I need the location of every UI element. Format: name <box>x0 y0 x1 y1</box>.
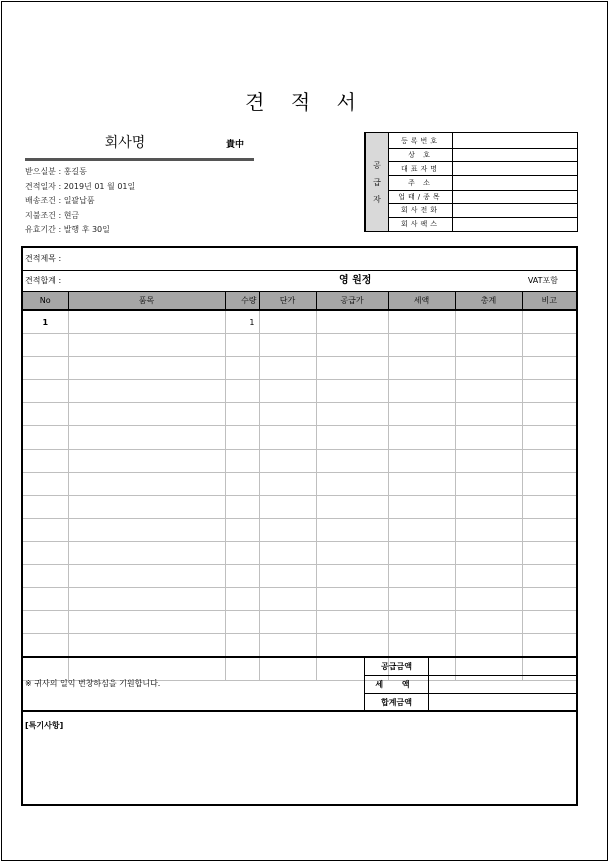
row-tax[interactable] <box>388 426 455 449</box>
table-row <box>23 541 576 564</box>
row-no[interactable] <box>23 403 68 426</box>
row-note[interactable] <box>522 634 576 657</box>
row-no[interactable] <box>23 357 68 380</box>
row-supply[interactable] <box>316 518 388 541</box>
sum-value-total[interactable] <box>429 694 577 712</box>
row-unit-price[interactable] <box>259 357 316 380</box>
estimate-total-label: 견적합계 : <box>25 276 62 285</box>
row-no[interactable] <box>23 380 68 403</box>
supplier-value-company[interactable] <box>453 149 578 162</box>
estimate-main-box <box>21 246 578 806</box>
row-no[interactable] <box>23 426 68 449</box>
row-qty[interactable] <box>225 472 259 495</box>
table-row <box>23 518 576 541</box>
row-total[interactable] <box>455 588 522 611</box>
row-tax[interactable] <box>388 541 455 564</box>
table-row <box>23 588 576 611</box>
row-tax[interactable] <box>388 403 455 426</box>
row-supply[interactable] <box>316 380 388 403</box>
supplier-value-regno[interactable] <box>453 133 578 149</box>
row-supply[interactable] <box>316 611 388 634</box>
row-item[interactable] <box>68 426 225 449</box>
row-tax[interactable] <box>388 495 455 518</box>
info-delivery: 배송조건 : 일괄납품 <box>25 196 95 205</box>
client-suffix: 貴中 <box>226 140 245 150</box>
sum-label-supply: 공급금액 <box>365 658 429 676</box>
row-unit-price[interactable] <box>259 634 316 657</box>
estimate-title-label: 견적제목 : <box>25 254 62 263</box>
row-total[interactable] <box>455 426 522 449</box>
row-qty[interactable] <box>225 426 259 449</box>
supplier-value-business[interactable] <box>453 190 578 203</box>
table-row <box>23 426 576 449</box>
row-total[interactable] <box>455 357 522 380</box>
row-qty[interactable] <box>225 541 259 564</box>
row-note[interactable] <box>522 495 576 518</box>
row-total[interactable] <box>455 634 522 657</box>
row-unit-price[interactable] <box>259 611 316 634</box>
row-qty[interactable] <box>225 588 259 611</box>
row-supply[interactable] <box>316 334 388 357</box>
row-note[interactable] <box>522 518 576 541</box>
row-unit-price[interactable] <box>259 426 316 449</box>
row-tax[interactable] <box>388 565 455 588</box>
row-qty[interactable] <box>225 518 259 541</box>
row-no[interactable] <box>23 541 68 564</box>
row-tax[interactable] <box>388 611 455 634</box>
table-row <box>23 403 576 426</box>
row-qty[interactable] <box>225 403 259 426</box>
sum-table <box>364 657 577 712</box>
row-tax[interactable] <box>388 357 455 380</box>
row-qty[interactable] <box>225 495 259 518</box>
row-unit-price[interactable] <box>259 403 316 426</box>
row-tax[interactable] <box>388 334 455 357</box>
supplier-label-company: 상 호 <box>389 149 453 162</box>
row-qty[interactable] <box>225 357 259 380</box>
row-item[interactable] <box>68 611 225 634</box>
row-note[interactable] <box>522 380 576 403</box>
row-no[interactable] <box>23 588 68 611</box>
row-supply[interactable] <box>316 426 388 449</box>
col-unit-price: 단가 <box>259 292 316 311</box>
row-item[interactable] <box>68 403 225 426</box>
row-total[interactable] <box>455 518 522 541</box>
row-no[interactable] <box>23 565 68 588</box>
document-title: 견 적 서 <box>245 90 366 114</box>
row-tax[interactable] <box>388 634 455 657</box>
table-row <box>23 310 576 334</box>
row-item[interactable] <box>68 541 225 564</box>
items-table <box>23 291 576 681</box>
row-total[interactable] <box>455 449 522 472</box>
row-no[interactable] <box>23 472 68 495</box>
info-list <box>25 165 135 238</box>
row-note[interactable] <box>522 588 576 611</box>
table-row <box>23 565 576 588</box>
row-item[interactable] <box>68 518 225 541</box>
row-total[interactable] <box>455 541 522 564</box>
table-row <box>23 357 576 380</box>
info-date: 견적일자 : 2019년 01 월 01일 <box>25 181 136 191</box>
row-unit-price[interactable] <box>259 472 316 495</box>
row-note[interactable] <box>522 449 576 472</box>
info-recipient: 받으실분 : 홍길동 <box>25 167 87 176</box>
info-payment: 지불조건 : 현금 <box>25 210 80 220</box>
supplier-label-phone: 회사전화 <box>389 203 453 217</box>
supplier-label-ceo: 대표자명 <box>389 162 453 176</box>
row-total[interactable] <box>455 495 522 518</box>
row-note[interactable] <box>522 357 576 380</box>
row-unit-price[interactable] <box>259 588 316 611</box>
row-supply[interactable] <box>316 495 388 518</box>
row-item[interactable] <box>68 565 225 588</box>
row-total[interactable] <box>455 472 522 495</box>
row-note[interactable] <box>522 334 576 357</box>
supplier-label-address: 주 소 <box>389 176 453 190</box>
row-total[interactable] <box>455 403 522 426</box>
row-item[interactable] <box>68 310 225 334</box>
row-total[interactable] <box>455 310 522 334</box>
row-total[interactable] <box>455 380 522 403</box>
row-note[interactable] <box>522 611 576 634</box>
supplier-label-fax: 회사팩스 <box>389 217 453 231</box>
supplier-table <box>364 132 578 232</box>
table-row <box>23 449 576 472</box>
greeting-text: ※ 귀사의 일익 번창하심을 기원합니다. <box>25 679 161 688</box>
estimate-title-row[interactable] <box>23 248 576 271</box>
row-item[interactable] <box>68 472 225 495</box>
table-row <box>23 495 576 518</box>
vat-label: VAT포함 <box>527 276 558 285</box>
row-supply[interactable] <box>316 310 388 334</box>
notes-label: [특기사항] <box>25 721 64 730</box>
col-supply: 공급가 <box>316 292 388 311</box>
sum-label-total: 합계금액 <box>365 694 429 712</box>
row-unit-price[interactable] <box>259 518 316 541</box>
row-no[interactable] <box>23 611 68 634</box>
row-item[interactable] <box>68 357 225 380</box>
row-unit-price[interactable] <box>259 565 316 588</box>
row-qty[interactable] <box>225 611 259 634</box>
col-qty: 수량 <box>225 292 259 311</box>
col-total: 총계 <box>455 292 522 311</box>
row-supply[interactable] <box>316 472 388 495</box>
row-supply[interactable] <box>316 565 388 588</box>
row-tax[interactable] <box>388 310 455 334</box>
row-note[interactable] <box>522 565 576 588</box>
row-no[interactable] <box>23 334 68 357</box>
row-note[interactable] <box>522 426 576 449</box>
row-qty[interactable] <box>225 565 259 588</box>
supplier-value-phone[interactable] <box>453 203 578 217</box>
row-no[interactable] <box>23 495 68 518</box>
row-unit-price[interactable] <box>259 334 316 357</box>
sum-value-supply[interactable] <box>429 658 577 676</box>
supplier-label-regno: 등록번호 <box>389 133 453 149</box>
row-supply[interactable] <box>316 588 388 611</box>
row-unit-price[interactable] <box>259 495 316 518</box>
table-row <box>23 472 576 495</box>
row-tax[interactable] <box>388 518 455 541</box>
row-item[interactable] <box>68 495 225 518</box>
row-no[interactable] <box>23 449 68 472</box>
row-qty[interactable]: 1 <box>225 310 259 334</box>
row-item[interactable] <box>68 449 225 472</box>
client-name: 회사명 <box>104 135 146 151</box>
row-unit-price[interactable] <box>259 541 316 564</box>
row-unit-price[interactable] <box>259 310 316 334</box>
row-tax[interactable] <box>388 588 455 611</box>
estimate-total-amount: 영 원정 <box>339 275 372 286</box>
col-note: 비고 <box>522 292 576 311</box>
row-supply[interactable] <box>316 403 388 426</box>
row-unit-price[interactable] <box>259 449 316 472</box>
info-validity: 유효기간 : 발행 후 30일 <box>25 225 110 234</box>
row-note[interactable] <box>522 310 576 334</box>
row-qty[interactable] <box>225 380 259 403</box>
col-item: 품목 <box>68 292 225 311</box>
row-note[interactable] <box>522 541 576 564</box>
row-item[interactable] <box>68 380 225 403</box>
summary-area <box>23 656 576 712</box>
col-tax: 세액 <box>388 292 455 311</box>
supplier-label-business: 업태/종목 <box>389 190 453 203</box>
row-tax[interactable] <box>388 380 455 403</box>
row-supply[interactable] <box>316 357 388 380</box>
sum-label-tax: 세 액 <box>365 676 429 694</box>
table-row <box>23 634 576 657</box>
row-no[interactable] <box>23 518 68 541</box>
row-item[interactable] <box>68 634 225 657</box>
row-supply[interactable] <box>316 541 388 564</box>
row-supply[interactable] <box>316 449 388 472</box>
row-tax[interactable] <box>388 472 455 495</box>
row-item[interactable] <box>68 334 225 357</box>
supplier-value-address[interactable] <box>453 176 578 190</box>
row-qty[interactable] <box>225 634 259 657</box>
row-qty[interactable] <box>225 334 259 357</box>
row-total[interactable] <box>455 565 522 588</box>
row-item[interactable] <box>68 588 225 611</box>
row-tax[interactable] <box>388 449 455 472</box>
row-supply[interactable] <box>316 634 388 657</box>
table-row <box>23 334 576 357</box>
row-no[interactable]: 1 <box>23 310 68 334</box>
row-total[interactable] <box>455 334 522 357</box>
supplier-vertical-label: 공 급 자 <box>365 133 389 232</box>
client-block <box>25 132 254 161</box>
row-no[interactable] <box>23 634 68 657</box>
supplier-value-ceo[interactable] <box>453 162 578 176</box>
row-note[interactable] <box>522 403 576 426</box>
table-row <box>23 380 576 403</box>
row-unit-price[interactable] <box>259 380 316 403</box>
sum-value-tax[interactable] <box>429 676 577 694</box>
row-total[interactable] <box>455 611 522 634</box>
col-no: No <box>23 292 68 311</box>
row-note[interactable] <box>522 472 576 495</box>
supplier-value-fax[interactable] <box>453 217 578 231</box>
row-qty[interactable] <box>225 449 259 472</box>
table-row <box>23 611 576 634</box>
estimate-total-row <box>23 271 576 291</box>
